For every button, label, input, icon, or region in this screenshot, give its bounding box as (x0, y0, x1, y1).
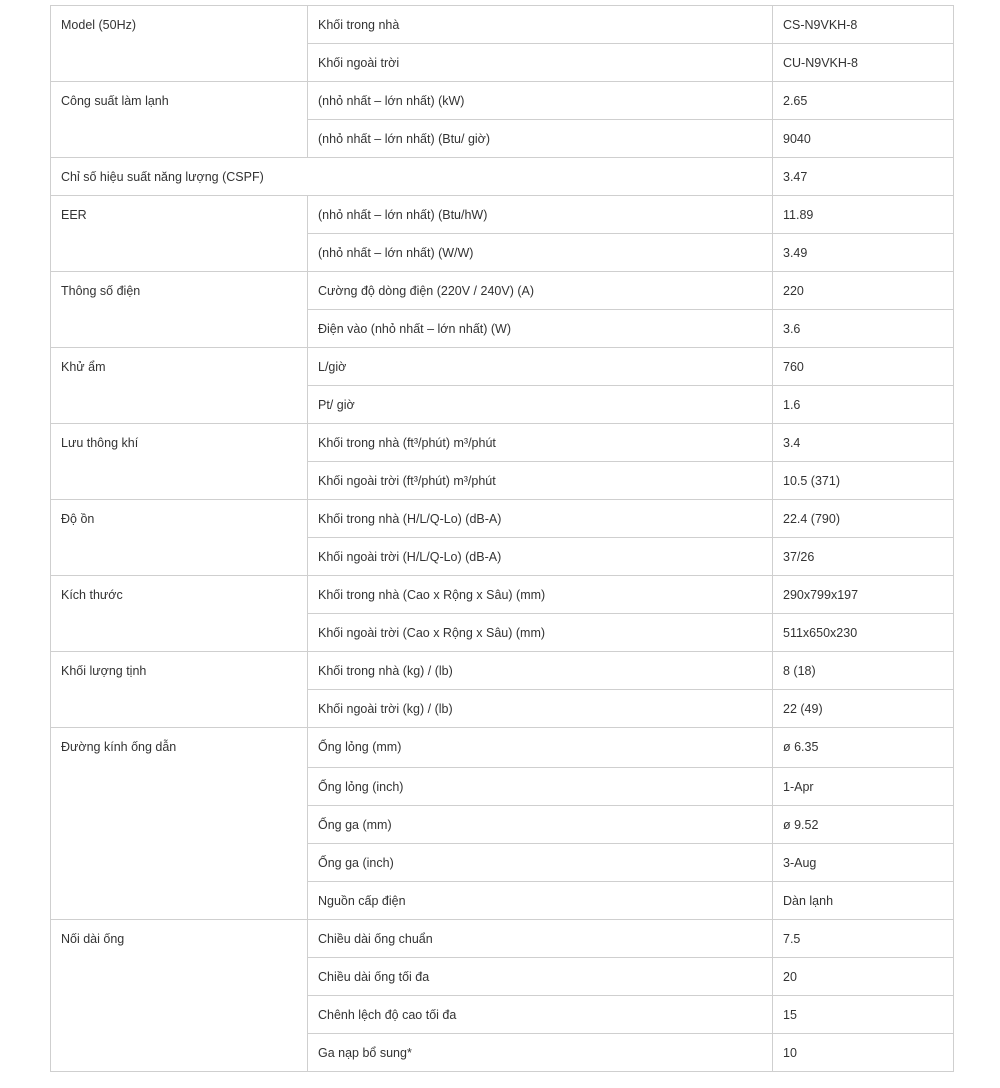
param-label: Ống ga (inch) (308, 844, 773, 882)
param-label: (nhỏ nhất – lớn nhất) (W/W) (308, 234, 773, 272)
group-label: Lưu thông khí (51, 424, 308, 500)
param-label: (nhỏ nhất – lớn nhất) (kW) (308, 82, 773, 120)
param-label: Ống lỏng (inch) (308, 768, 773, 806)
table-row (51, 272, 954, 310)
param-label: Ống ga (mm) (308, 806, 773, 844)
group-label: Thông số điện (51, 272, 308, 348)
spec-table (50, 5, 954, 1072)
param-value: 8 (18) (773, 652, 954, 690)
group-label: EER (51, 196, 308, 272)
param-label: Khối trong nhà (ft³/phút) m³/phút (308, 424, 773, 462)
table-row (51, 424, 954, 462)
param-value: Dàn lạnh (773, 882, 954, 920)
param-value: 2.65 (773, 82, 954, 120)
param-label: Khối ngoài trời (ft³/phút) m³/phút (308, 462, 773, 500)
param-value: 1.6 (773, 386, 954, 424)
param-value: 22 (49) (773, 690, 954, 728)
table-row (51, 6, 954, 44)
param-value: 3-Aug (773, 844, 954, 882)
param-value: 3.47 (773, 158, 954, 196)
table-row (51, 920, 954, 958)
param-value: CU-N9VKH-8 (773, 44, 954, 82)
param-value: 511x650x230 (773, 614, 954, 652)
param-label: Khối trong nhà (Cao x Rộng x Sâu) (mm) (308, 576, 773, 614)
param-label: Nguồn cấp điện (308, 882, 773, 920)
table-row (51, 728, 954, 768)
param-label: Khối ngoài trời (308, 44, 773, 82)
param-value: 10 (773, 1034, 954, 1072)
param-label: Khối trong nhà (H/L/Q-Lo) (dB-A) (308, 500, 773, 538)
param-label: Khối ngoài trời (Cao x Rộng x Sâu) (mm) (308, 614, 773, 652)
param-label: Ống lỏng (mm) (308, 728, 773, 768)
table-row (51, 196, 954, 234)
param-label: Khối trong nhà (kg) / (lb) (308, 652, 773, 690)
param-label: Chiều dài ống tối đa (308, 958, 773, 996)
param-value: 10.5 (371) (773, 462, 954, 500)
param-value: ø 6.35 (773, 728, 954, 768)
param-value: 760 (773, 348, 954, 386)
param-label: Pt/ giờ (308, 386, 773, 424)
param-label: Khối ngoài trời (kg) / (lb) (308, 690, 773, 728)
param-value: 3.4 (773, 424, 954, 462)
param-value: 20 (773, 958, 954, 996)
param-label: Chiều dài ống chuẩn (308, 920, 773, 958)
group-label: Khối lượng tịnh (51, 652, 308, 728)
table-row (51, 348, 954, 386)
table-row (51, 652, 954, 690)
table-row (51, 576, 954, 614)
param-label: Điện vào (nhỏ nhất – lớn nhất) (W) (308, 310, 773, 348)
param-value: 3.49 (773, 234, 954, 272)
param-value: 7.5 (773, 920, 954, 958)
param-value: 1-Apr (773, 768, 954, 806)
param-label: L/giờ (308, 348, 773, 386)
param-value: 290x799x197 (773, 576, 954, 614)
param-label: Ga nạp bổ sung* (308, 1034, 773, 1072)
param-label: (nhỏ nhất – lớn nhất) (Btu/hW) (308, 196, 773, 234)
table-row (51, 158, 954, 196)
param-label: Chênh lệch độ cao tối đa (308, 996, 773, 1034)
group-label: Công suất làm lạnh (51, 82, 308, 158)
table-row (51, 500, 954, 538)
param-label: (nhỏ nhất – lớn nhất) (Btu/ giờ) (308, 120, 773, 158)
group-label: Khử ẩm (51, 348, 308, 424)
param-value: 15 (773, 996, 954, 1034)
param-value: 3.6 (773, 310, 954, 348)
param-value: 11.89 (773, 196, 954, 234)
group-label: Kích thước (51, 576, 308, 652)
param-value: 9040 (773, 120, 954, 158)
param-label: Khối ngoài trời (H/L/Q-Lo) (dB-A) (308, 538, 773, 576)
param-label: Khối trong nhà (308, 6, 773, 44)
group-label: Đường kính ống dẫn (51, 728, 308, 920)
param-value: ø 9.52 (773, 806, 954, 844)
group-label: Model (50Hz) (51, 6, 308, 82)
group-label: Độ ồn (51, 500, 308, 576)
param-label: Cường độ dòng điện (220V / 240V) (A) (308, 272, 773, 310)
param-value: 220 (773, 272, 954, 310)
param-value: 22.4 (790) (773, 500, 954, 538)
param-value: 37/26 (773, 538, 954, 576)
group-label: Chỉ số hiệu suất năng lượng (CSPF) (51, 158, 773, 196)
group-label: Nối dài ống (51, 920, 308, 1072)
table-row (51, 82, 954, 120)
param-value: CS-N9VKH-8 (773, 6, 954, 44)
